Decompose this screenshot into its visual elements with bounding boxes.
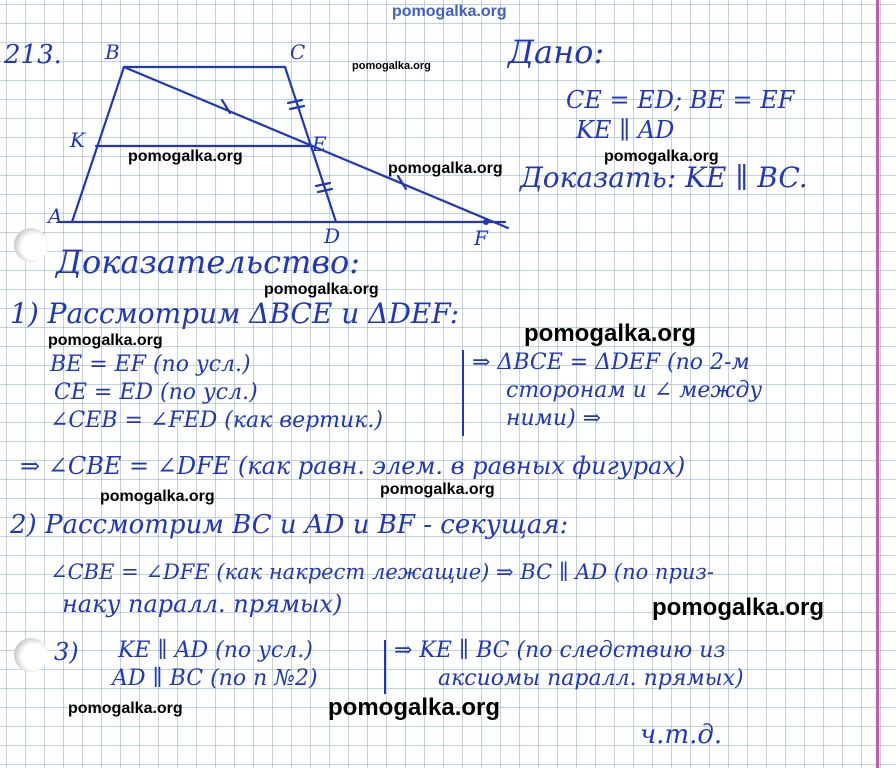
- site-watermark: pomogalka.org: [128, 148, 243, 165]
- tick-ed-1: [316, 183, 330, 186]
- site-watermark: pomogalka.org: [100, 488, 215, 505]
- step1-left-3: ∠CEB = ∠FED (как вертик.): [50, 408, 383, 433]
- step3-bracket: [384, 640, 386, 694]
- step2-line-2: наку паралл. прямых): [62, 590, 343, 618]
- proof-title: Доказательство:: [56, 243, 361, 281]
- given-title: Дано:: [508, 33, 605, 71]
- label-b: B: [105, 40, 120, 64]
- site-watermark: pomogalka.org: [524, 320, 697, 347]
- step1-left-1: BE = EF (по усл.): [50, 352, 251, 377]
- point-f: [483, 219, 489, 225]
- site-watermark: pomogalka.org: [388, 160, 503, 177]
- tick-ce-2: [290, 106, 304, 109]
- label-c: C: [290, 40, 306, 64]
- step1-intro: 1) Рассмотрим ΔBCE и ΔDEF:: [10, 297, 460, 330]
- label-k: K: [70, 128, 85, 152]
- site-watermark: pomogalka.org: [264, 281, 379, 298]
- label-f: F: [474, 226, 488, 250]
- site-watermark: pomogalka.org: [652, 594, 825, 621]
- step1-right-1: ⇒ ΔBCE = ΔDEF (по 2-м: [472, 350, 750, 375]
- given-line-2: KE ∥ AD: [576, 116, 675, 144]
- site-watermark: pomogalka.org: [380, 481, 495, 498]
- site-watermark: pomogalka.org: [352, 60, 431, 72]
- step1-right-3: ними) ⇒: [506, 406, 602, 431]
- step2-line-1: ∠CBE = ∠DFE (как накрест лежащие) ⇒ BC ∥ AD (по приз-: [50, 560, 714, 584]
- tick-be: [222, 100, 230, 113]
- step1-conclusion: ⇒ ∠CBE = ∠DFE (как равн. элем. в равных фигурах): [20, 452, 686, 480]
- problem-number: 213.: [4, 40, 62, 70]
- step1-left-2: CE = ED (по усл.): [54, 380, 258, 405]
- step1-bracket: [462, 350, 464, 436]
- prove-statement: Доказать: KE ∥ BC.: [520, 161, 808, 194]
- site-watermark-top: pomogalka.org: [392, 3, 507, 20]
- step3-right-2: аксиомы паралл. прямых): [438, 666, 744, 691]
- step2-intro: 2) Рассмотрим BC и AD и BF - секущая:: [10, 510, 569, 540]
- step3-left-2: AD ∥ BC (по п №2): [112, 666, 318, 691]
- tick-ed-2: [318, 189, 332, 192]
- site-watermark: pomogalka.org: [48, 332, 163, 349]
- tick-ce-1: [288, 100, 302, 103]
- step3-right-1: ⇒ KE ∥ BC (по следствию из: [394, 638, 726, 663]
- step3-number: 3): [54, 638, 79, 666]
- qed-mark: ч.т.д.: [640, 720, 723, 750]
- label-e: E: [312, 132, 327, 156]
- step1-right-2: сторонам и ∠ между: [506, 378, 763, 403]
- step3-left-1: KE ∥ AD (по усл.): [118, 638, 313, 663]
- label-d: D: [324, 224, 341, 248]
- site-watermark: pomogalka.org: [68, 700, 183, 717]
- label-a: A: [48, 204, 63, 228]
- site-watermark: pomogalka.org: [328, 694, 501, 721]
- site-watermark: pomogalka.org: [604, 148, 719, 165]
- given-line-1: CE = ED; BE = EF: [566, 86, 795, 114]
